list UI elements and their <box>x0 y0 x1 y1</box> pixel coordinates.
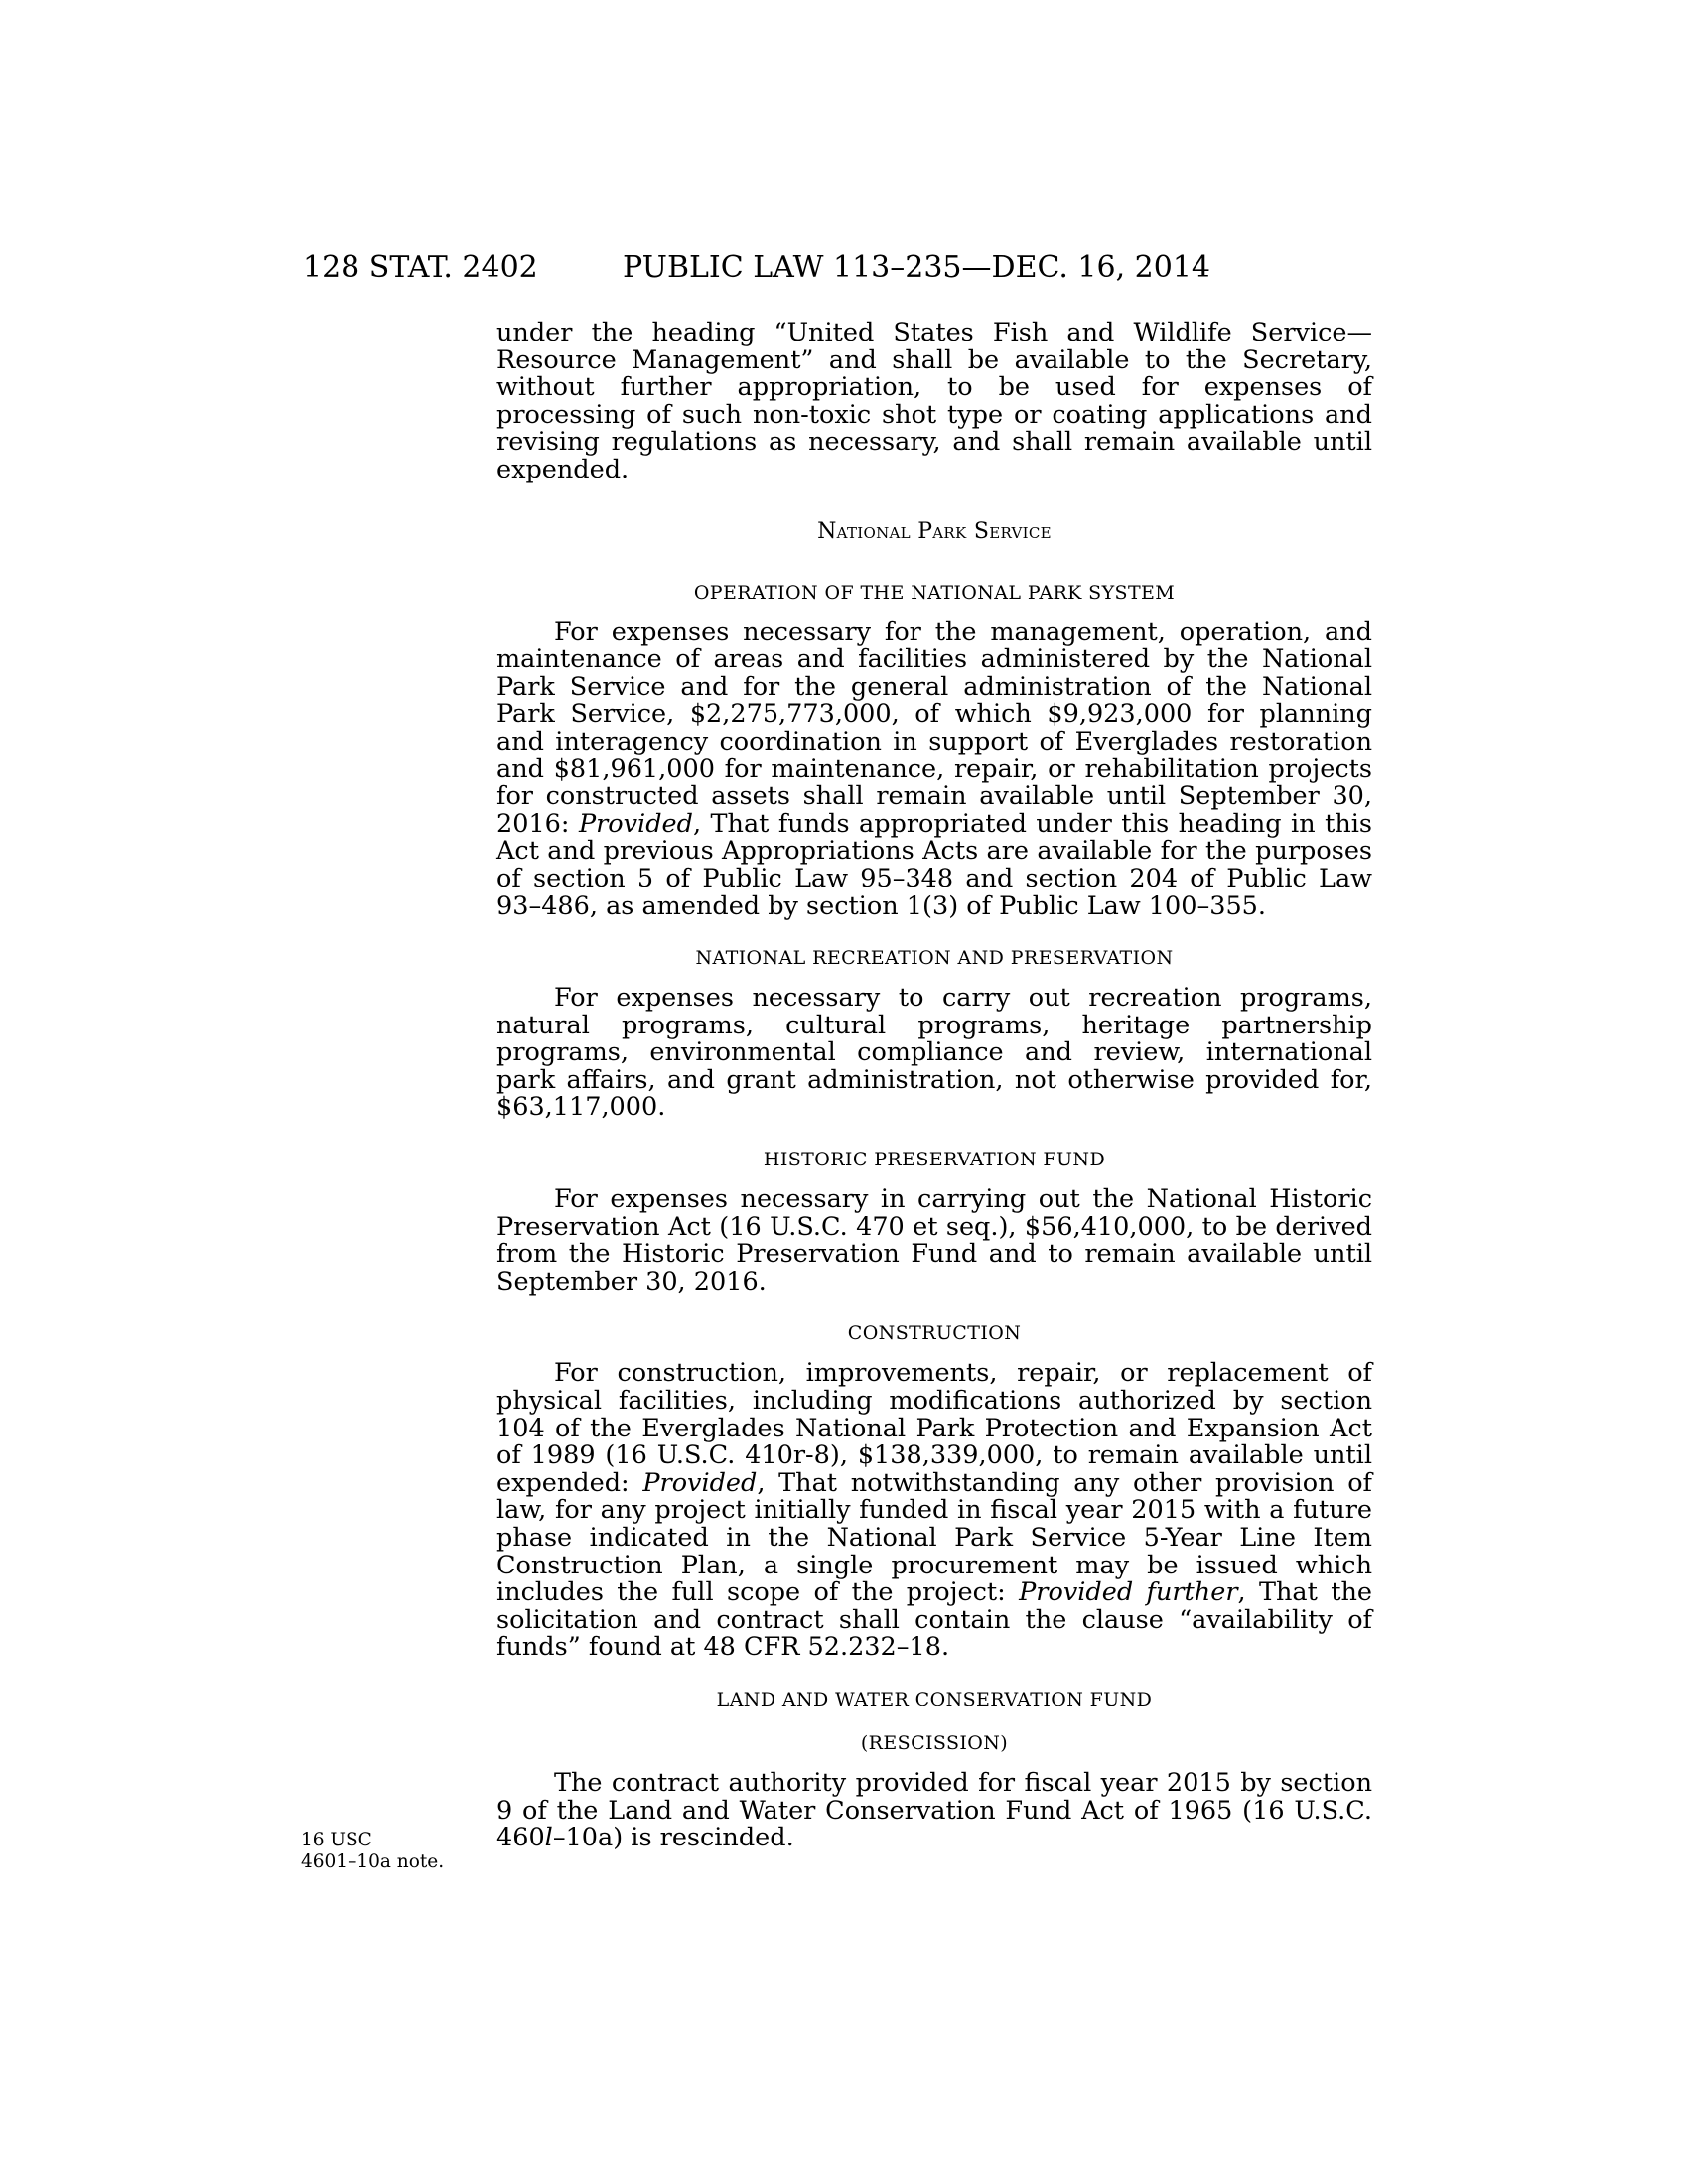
paragraph-historic: For expenses necessary in carrying out the National Historic Preservation Act (16 U.S.C. 470 et seq.), $56,410,000, to be derived from the Historic Preservation Fund and to remain available until September 30, 2016. <box>496 1184 1372 1297</box>
provided-further-italic: Provided further <box>1019 1577 1238 1608</box>
italic-l: l <box>544 1823 553 1853</box>
stat-page-number: 128 STAT. 2402 <box>303 250 538 285</box>
section-heading-construction: CONSTRUCTION <box>847 1322 1022 1345</box>
section-subheading-rescission: (RESCISSION) <box>860 1731 1009 1754</box>
section-heading-operation: OPERATION OF THE NATIONAL PARK SYSTEM <box>693 581 1176 604</box>
section-heading-recreation: NATIONAL RECREATION AND PRESERVATION <box>695 947 1174 970</box>
paragraph-text: , That the solicitation and contract shall contain the clause “availability of funds” found at 48 CFR 52.232–18. <box>496 1577 1373 1663</box>
intro-paragraph: under the heading “United States Fish and Wildlife Service— Resource Management” and shall be available to the Secretary, without further appropriation, to be used for expenses of processing of such non-toxic shot type or coating applications and revising regulations as necessary, and shall remain available until expended. <box>496 318 1372 484</box>
paragraph-text: For expenses necessary for the management, operation, and maintenance of areas and facilities administered by the National Park Service and for the general administration of the National Park Service, $2,275,773,000, of which $9,923,000 for planning and interagency coordination in support of Everglades restoration and $81,961,000 for maintenance, repair, or rehabilitation projects for constructed assets shall remain available until September 30, 2016: <box>496 616 1372 839</box>
paragraph-text: The contract authority provided for fiscal year 2015 by section 9 of the Land and Water Conservation Fund Act of 1965 (16 U.S.C. 460 <box>496 1767 1372 1853</box>
paragraph-recreation: For expenses necessary to carry out recreation programs, natural programs, cultural programs, heritage partnership programs, environmental compliance and review, international park affairs, and grant administration, not otherwise provided for, $63,117,000. <box>496 983 1372 1123</box>
law-title-header: PUBLIC LAW 113–235—DEC. 16, 2014 <box>623 250 1211 285</box>
provided-italic: Provided <box>642 1467 758 1498</box>
paragraph-operation <box>496 616 1373 921</box>
side-note-line-1: 16 USC <box>301 1830 372 1850</box>
margin-side-note <box>301 1830 444 1873</box>
section-heading-historic: HISTORIC PRESERVATION FUND <box>763 1149 1106 1171</box>
side-note-line-2: 4601–10a note. <box>301 1851 445 1872</box>
page-body <box>496 320 1372 1852</box>
paragraph-lwcf <box>496 1767 1372 1853</box>
paragraph-text: , That funds appropriated under this heading in this Act and previous Appropriations Acts are available for the purposes of section 5 of Public Law 95–348 and section 204 of Public Law 93–486, as amended by section 1(3) of Public Law 100–355. <box>496 808 1373 921</box>
provided-italic: Provided <box>578 808 693 839</box>
section-heading-lwcf: LAND AND WATER CONSERVATION FUND <box>716 1688 1153 1710</box>
paragraph-text: For construction, improvements, repair, or replacement of physical facilities, including modifications authorized by section 104 of the Everglades National Park Protection and Expansion Act of 1989 (16 U.S.C. 410r-8), $138,339,000, to remain available until expended: <box>496 1358 1372 1498</box>
paragraph-text: –10a) is rescinded. <box>552 1823 794 1853</box>
agency-heading: National Park Service <box>817 518 1052 544</box>
paragraph-text: , That notwithstanding any other provision of law, for any project initially funded in fiscal year 2015 with a future phase indicated in the National Park Service 5-Year Line Item Construction Plan, a single procurement may be issued which includes the full scope of the project: <box>496 1467 1372 1608</box>
paragraph-construction <box>496 1360 1372 1662</box>
